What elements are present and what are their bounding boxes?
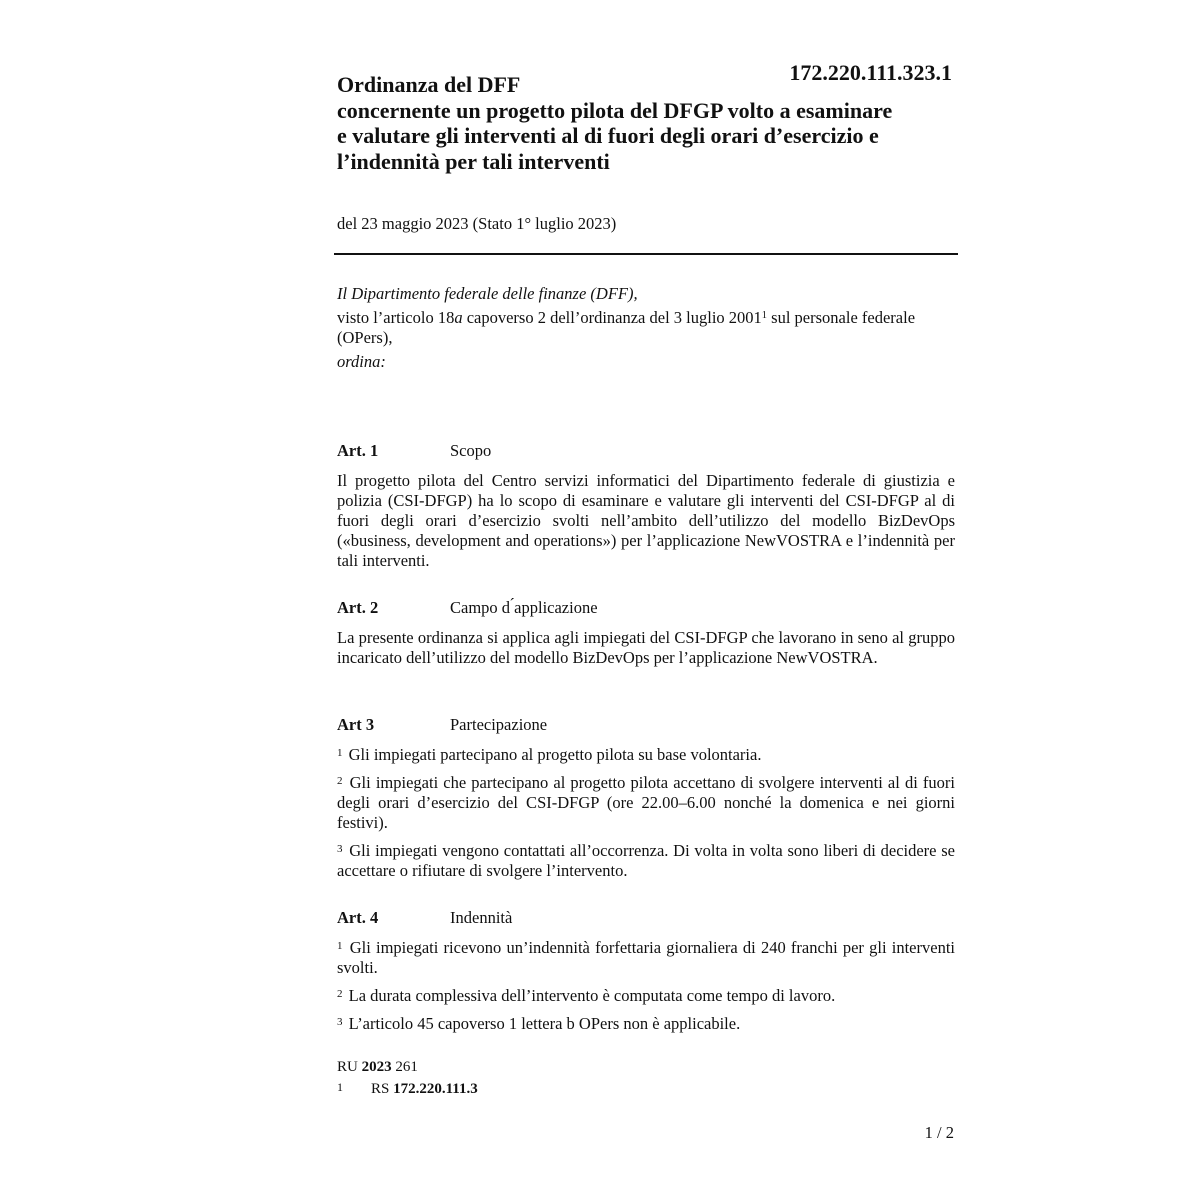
- paragraph-text: Gli impiegati ricevono un’indennità forfettaria giornaliera di 240 franchi per gli interventi svolti.: [337, 938, 955, 977]
- footnote-prefix: RS: [371, 1081, 390, 1097]
- footnotes: [337, 1057, 737, 1099]
- article-title: Scopo: [450, 441, 492, 460]
- article-paragraph: [337, 938, 955, 978]
- paragraph-number: 3: [337, 843, 343, 855]
- article-paragraph: [337, 773, 955, 833]
- ru-page: 261: [395, 1059, 418, 1075]
- title-line: concernente un progetto pilota del DFGP volto a esaminare: [337, 97, 893, 123]
- date-status-line: del 23 maggio 2023 (Stato 1° luglio 2023): [337, 214, 617, 233]
- article-number: Art. 2: [337, 598, 379, 617]
- preamble-ordina: ordina:: [337, 352, 386, 371]
- paragraph-text: Gli impiegati partecipano al progetto pilota su base volontaria.: [348, 745, 762, 764]
- footnote-1: [337, 1077, 737, 1099]
- preamble-legal-basis: [337, 308, 955, 348]
- article-3: [337, 715, 955, 881]
- article-heading: [337, 908, 955, 932]
- preamble: [337, 284, 955, 376]
- title-line: l’indennità per tali interventi: [337, 148, 610, 174]
- title-line: e valutare gli interventi al di fuori degli orari d’esercizio e: [337, 123, 879, 148]
- paragraph-number: 1: [337, 940, 343, 952]
- ru-prefix: RU: [337, 1059, 358, 1075]
- paragraph-number: 2: [337, 988, 343, 1000]
- paragraph-number: 3: [337, 1016, 343, 1028]
- article-2: [337, 598, 955, 668]
- article-number: Art. 1: [337, 441, 379, 460]
- paragraph-text: L’articolo 45 capoverso 1 lettera b OPers non è applicabile.: [348, 1014, 741, 1033]
- article-4: [337, 908, 955, 1034]
- paragraph-text: La durata complessiva dell’intervento è computata come tempo di lavoro.: [348, 986, 836, 1005]
- article-number: Art. 4: [337, 908, 379, 927]
- title-line: Ordinanza del DFF: [337, 72, 521, 97]
- document-title: [337, 72, 977, 174]
- footnote-reference[interactable]: 1: [761, 310, 768, 321]
- document-number: 172.220.111.323.1: [789, 60, 952, 85]
- footnote-marker: 1: [337, 1080, 343, 1094]
- footnote-reference-link[interactable]: 172.220.111.3: [393, 1081, 478, 1097]
- article-paragraph: [337, 986, 955, 1006]
- legal-basis-text: sul personale federale (OPers),: [337, 308, 916, 347]
- article-paragraph: [337, 1014, 955, 1034]
- paragraph-number: 1: [337, 747, 343, 759]
- article-paragraph: [337, 841, 955, 881]
- legal-basis-letter: a: [454, 308, 463, 327]
- article-heading: [337, 715, 955, 739]
- official-compilation-ref: [337, 1057, 737, 1077]
- article-number: Art 3: [337, 715, 375, 734]
- paragraph-text: Gli impiegati vengono contattati all’occorrenza. Di volta in volta sono liberi di decidere se accettare o rifiutare di svolgere l’intervento.: [337, 841, 955, 880]
- article-paragraph: [337, 745, 955, 765]
- preamble-authority: Il Dipartimento federale delle finanze (DFF),: [337, 284, 638, 303]
- article-paragraph: Il progetto pilota del Centro servizi informatici del Dipartimento federale di giustizia e polizia (CSI-DFGP) ha lo scopo di esaminare e valutare gli interventi del CSI-DFGP al di fuori degli orari d’esercizio svolti nell’ambito dell’utilizzo del modello BizDevOps («business, development and operations») per l’applicazione NewVOSTRA e l’indennità per tali interventi.: [337, 471, 955, 570]
- legal-basis-text: visto l’articolo 18: [337, 308, 455, 327]
- paragraph-text: Gli impiegati che partecipano al progetto pilota accettano di svolgere interventi al di fuori degli orari d’esercizio del CSI-DFGP (ore 22.00–6.00 nonché la domenica e nei giorni festivi).: [337, 773, 955, 832]
- ru-year: 2023: [361, 1059, 392, 1075]
- header-divider: [334, 253, 958, 255]
- article-1: [337, 441, 955, 571]
- article-heading: [337, 598, 955, 622]
- paragraph-number: 2: [337, 775, 343, 787]
- article-title: Campo d ́applicazione: [450, 598, 598, 617]
- article-paragraph: La presente ordinanza si applica agli impiegati del CSI-DFGP che lavorano in seno al gruppo incaricato dell’utilizzo del modello BizDevOps per l’applicazione NewVOSTRA.: [337, 628, 955, 667]
- article-title: Partecipazione: [450, 715, 548, 734]
- page-number: 1 / 2: [924, 1123, 954, 1142]
- article-title: Indennità: [450, 908, 513, 927]
- legal-basis-text: capoverso 2 dell’ordinanza del 3 luglio 2001: [462, 308, 762, 327]
- article-heading: [337, 441, 955, 465]
